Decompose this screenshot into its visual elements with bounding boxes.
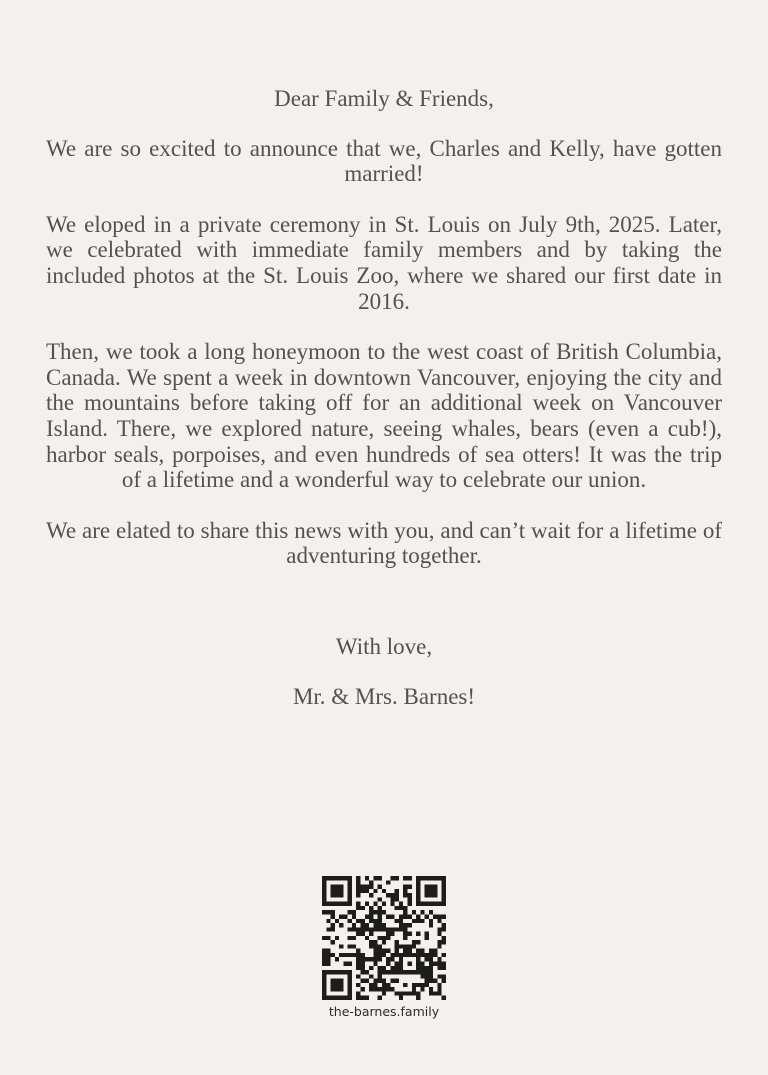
closing: With love,: [335, 633, 433, 659]
signature: Mr. & Mrs. Barnes!: [292, 683, 476, 709]
qr-code-icon[interactable]: [322, 876, 446, 1000]
paragraph-elated: We are elated to share this news with you, and can’t wait for a lifetime of adventuring together.: [46, 517, 722, 569]
qr-code-graphic: [322, 876, 446, 1000]
greeting: Dear Family & Friends,: [274, 86, 494, 111]
letter-body: [46, 86, 722, 709]
paragraph-announcement: We are so excited to announce that we, Charles and Kelly, have gotten married!: [46, 135, 722, 187]
qr-url-label[interactable]: the-barnes.family: [328, 1004, 440, 1019]
paragraph-honeymoon: Then, we took a long honeymoon to the west coast of British Columbia, Canada. We spent a week in downtown Vancouver, enjoying the city and the mountains before taking off for an additional week on Vancouver Island. There, we explored nature, seeing whales, bears (even a cub!), harbor seals, porpoises, and even hundreds of sea otters! It was the trip of a lifetime and a wonderful way to celebrate our union.: [46, 339, 722, 493]
paragraph-ceremony: We eloped in a private ceremony in St. Louis on July 9th, 2025. Later, we celebrated with immediate family members and by taking the included photos at the St. Louis Zoo, where we shared our first date in 2016.: [46, 211, 722, 314]
